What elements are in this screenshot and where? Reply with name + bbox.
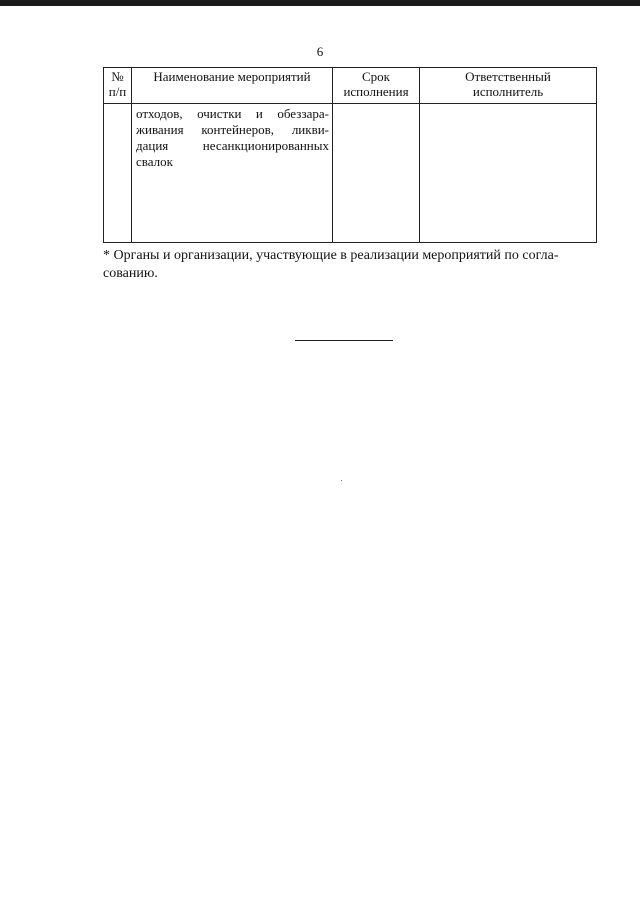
header-responsible bbox=[420, 68, 597, 104]
cell-term bbox=[333, 104, 420, 243]
header-name-text: Наименование мероприятий bbox=[153, 69, 311, 84]
measures-table bbox=[103, 67, 597, 243]
header-num-line-2: п/п bbox=[108, 84, 127, 99]
closing-divider bbox=[295, 340, 393, 341]
header-num bbox=[104, 68, 132, 104]
table-header-row bbox=[104, 68, 597, 104]
cell-responsible bbox=[420, 104, 597, 243]
footnote-line-2: сованию. bbox=[103, 266, 158, 281]
header-responsible-line-1: Ответственный bbox=[465, 69, 551, 84]
page-number: 6 bbox=[316, 44, 324, 59]
header-num-line-1: № bbox=[111, 69, 124, 84]
name-line-2: живания контейнеров, ликви- bbox=[136, 122, 329, 137]
scan-speck bbox=[341, 480, 342, 481]
name-line-1: отходов, очистки и обеззара- bbox=[136, 106, 329, 121]
table-row bbox=[104, 104, 597, 243]
top-scan-border-gap bbox=[0, 6, 640, 8]
header-term-line-1: Срок bbox=[362, 69, 390, 84]
footnote-line-1: * Органы и организации, участвующие в реализации мероприятий по согла- bbox=[103, 248, 559, 263]
name-line-4: свалок bbox=[136, 154, 173, 169]
footnote bbox=[103, 247, 596, 283]
cell-name bbox=[132, 104, 333, 243]
name-line-3: дация несанкционированных bbox=[136, 138, 329, 153]
cell-num bbox=[104, 104, 132, 243]
header-responsible-line-2: исполнитель bbox=[472, 84, 544, 99]
header-name bbox=[132, 68, 333, 104]
header-term bbox=[333, 68, 420, 104]
header-term-line-2: исполнения bbox=[343, 84, 409, 99]
